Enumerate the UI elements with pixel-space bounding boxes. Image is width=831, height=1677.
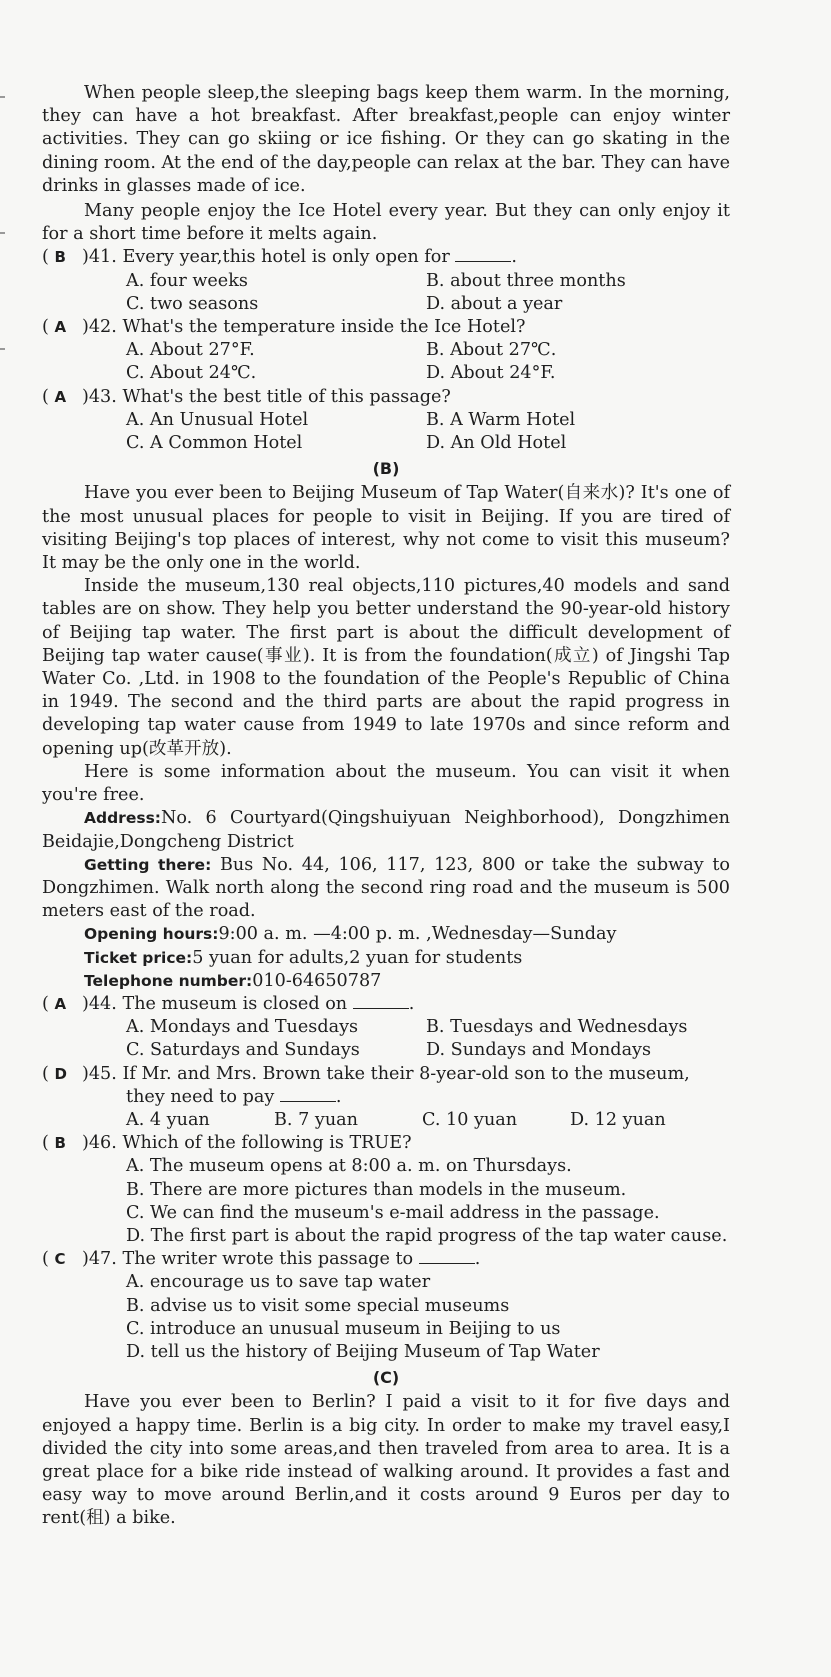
option: C. About 24℃. [126, 363, 257, 384]
question-47: ( C )47. The writer wrote this passage to . [42, 1249, 481, 1270]
question-41: ( B )41. Every year,this hotel is only open for . [42, 247, 517, 268]
info-getting-there: Getting there: Bus No. 44, 106, 117, 123, 800 or take the subway to Dongzhimen. Walk north along the second ring road and the museum is 500 meters east of the road. [42, 854, 730, 922]
paragraph: Here is some information about the museum. You can visit it when you're free. [42, 761, 730, 806]
option: B. There are more pictures than models in the museum. [126, 1179, 627, 1200]
answer-letter: D [54, 1064, 67, 1083]
paragraph: Have you ever been to Beijing Museum of Tap Water(自来水)? It's one of the most unusual places for people to visit in Beijing. If you are tired of visiting Beijing's top places of interest, why not come to visit this museum? It may be the only one in the world. [42, 483, 730, 574]
info-ticket: Ticket price:5 yuan for adults,2 yuan for students [84, 947, 523, 968]
paragraph: Many people enjoy the Ice Hotel every year. But they can only enjoy it for a short time before it melts again. [42, 201, 730, 245]
answer-letter: B [54, 248, 66, 267]
info-phone: Telephone number:010-64650787 [84, 970, 382, 991]
option: A. four weeks [126, 270, 248, 291]
option: C. 10 yuan [422, 1109, 518, 1130]
option: B. Tuesdays and Wednesdays [426, 1017, 688, 1038]
question-45: ( D )45. If Mr. and Mrs. Brown take their 8-year-old son to the museum, [42, 1063, 690, 1084]
option: D. 12 yuan [570, 1109, 666, 1130]
answer-letter: A [54, 318, 67, 337]
option: D. About 24°F. [426, 363, 556, 384]
paragraph: Have you ever been to Berlin? I paid a visit to it for five days and enjoyed a happy time. Berlin is a big city. In order to make my travel easy,I divided the city into some areas,and then traveled from area to area. It is a great place for a bike ride instead of walking around. It provides a fast and easy way to move around Berlin,and it costs around 9 Euros per day to rent(租) a bike. [42, 1392, 730, 1529]
option: C. introduce an unusual museum in Beijing to us [126, 1318, 561, 1339]
option: A. 4 yuan [126, 1109, 210, 1130]
option: A. An Unusual Hotel [126, 409, 309, 430]
option: C. We can find the museum's e-mail address in the passage. [126, 1202, 660, 1223]
option: C. Saturdays and Sundays [126, 1040, 360, 1061]
options [42, 409, 730, 455]
options [42, 339, 730, 385]
option: A. Mondays and Tuesdays [126, 1017, 359, 1038]
answer-blank [280, 1087, 336, 1102]
option: C. A Common Hotel [126, 433, 303, 454]
answer-letter: B [54, 1134, 66, 1153]
paragraph: Inside the museum,130 real objects,110 pictures,40 models and sand tables are on show. They help you better understand the 90-year-old history of Beijing tap water. The first part is about the difficult development of Beijing tap water cause(事业). It is from the foundation(成立) of Jingshi Tap Water Co. ,Ltd. in 1908 to the foundation of the People's Republic of China in 1949. The second and the third parts are about the rapid progress in developing tap water cause from 1949 to late 1970s and since reform and opening up(改革开放). [42, 576, 730, 759]
section-heading: (C) [372, 1368, 400, 1388]
answer-blank [419, 1249, 475, 1264]
option: B. about three months [426, 270, 626, 291]
option: D. An Old Hotel [426, 433, 567, 454]
document-page [42, 82, 730, 1531]
option: D. The first part is about the rapid progress of the tap water cause. [126, 1225, 728, 1246]
option: A. encourage us to save tap water [126, 1272, 431, 1293]
question-stem-continued: they need to pay . [126, 1086, 342, 1107]
option: D. tell us the history of Beijing Museum of Tap Water [126, 1341, 600, 1362]
option: B. A Warm Hotel [426, 409, 576, 430]
option: A. About 27°F. [126, 340, 255, 361]
option: A. The museum opens at 8:00 a. m. on Thursdays. [126, 1156, 572, 1177]
answer-letter: C [54, 1250, 66, 1269]
section-heading: (B) [372, 459, 400, 479]
answer-blank [455, 247, 511, 262]
option: B. About 27℃. [426, 340, 557, 361]
question-43: ( A )43. What's the best title of this passage? [42, 386, 451, 407]
option: D. Sundays and Mondays [426, 1040, 652, 1061]
option: D. about a year [426, 293, 563, 314]
answer-blank [353, 994, 409, 1009]
option: B. advise us to visit some special museums [126, 1295, 510, 1316]
question-44: ( A )44. The museum is closed on . [42, 993, 415, 1014]
answer-letter: A [54, 994, 67, 1013]
options [42, 1109, 730, 1132]
option: B. 7 yuan [274, 1109, 358, 1130]
answer-letter: A [54, 387, 67, 406]
info-hours: Opening hours:9:00 a. m. —4:00 p. m. ,Wednesday—Sunday [84, 924, 617, 945]
question-42: ( A )42. What's the temperature inside the Ice Hotel? [42, 317, 526, 338]
question-46: ( B )46. Which of the following is TRUE? [42, 1133, 412, 1154]
options [42, 270, 730, 316]
options [42, 1016, 730, 1062]
info-address: Address:No. 6 Courtyard(Qingshuiyuan Neighborhood), Dongzhimen Beidajie,Dongcheng District [42, 808, 730, 852]
option: C. two seasons [126, 293, 259, 314]
paragraph: When people sleep,the sleeping bags keep them warm. In the morning, they can have a hot breakfast. After breakfast,people can enjoy winter activities. They can go skiing or ice fishing. Or they can go skating in the dining room. At the end of the day,people can relax at the bar. They can have drinks in glasses made of ice. [42, 83, 730, 196]
